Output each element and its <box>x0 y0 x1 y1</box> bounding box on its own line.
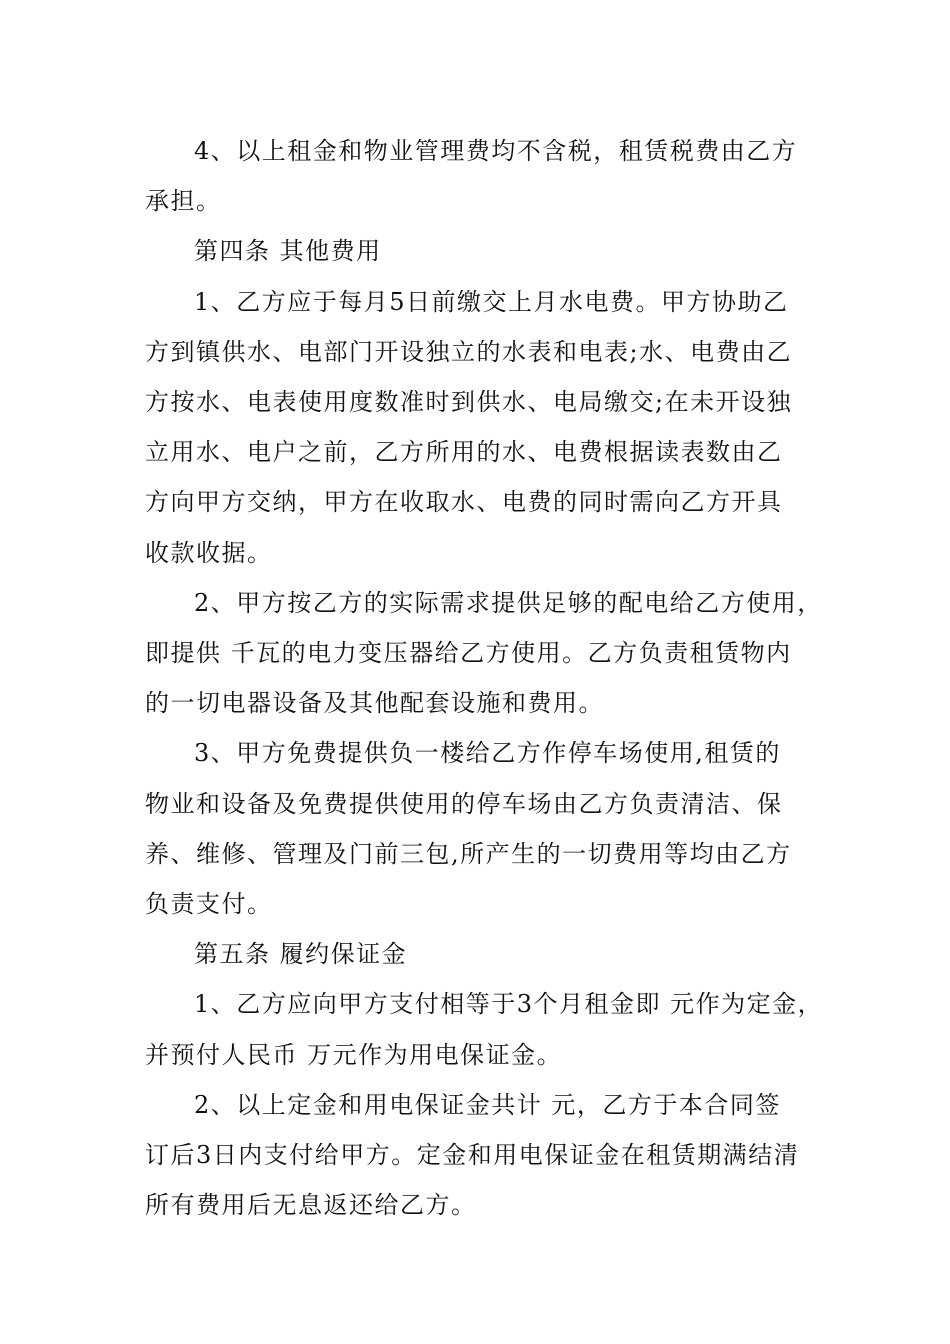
text-line: 所有费用后无息返还给乙方。 <box>145 1191 477 1220</box>
text-line: 3、甲方免费提供负一楼给乙方作停车场使用,租赁的 <box>194 739 781 768</box>
text-line: 方按水、电表使用度数准时到供水、电局缴交;在未开设独 <box>145 388 793 417</box>
text-line: 承担。 <box>145 187 222 216</box>
text-line: 收款收据。 <box>145 538 273 567</box>
text-line: 方到镇供水、电部门开设独立的水表和电表;水、电费由乙 <box>145 337 793 366</box>
text-line: 2、以上定金和用电保证金共计 元，乙方于本合同签 <box>194 1090 781 1119</box>
text-line: 1、乙方应于每月5日前缴交上月水电费。甲方协助乙 <box>194 287 789 316</box>
text-line: 2、甲方按乙方的实际需求提供足够的配电给乙方使用， <box>194 588 823 617</box>
text-line: 物业和设备及免费提供使用的停车场由乙方负责清洁、保 <box>145 789 783 818</box>
section-heading: 第五条 履约保证金 <box>194 940 408 969</box>
text-line: 订后3日内支付给甲方。定金和用电保证金在租赁期满结清 <box>145 1141 800 1170</box>
section-heading: 第四条 其他费用 <box>194 237 382 266</box>
text-line: 的一切电器设备及其他配套设施和费用。 <box>145 689 604 718</box>
text-line: 养、维修、管理及门前三包,所产生的一切费用等均由乙方 <box>145 839 792 868</box>
text-line: 1、乙方应向甲方支付相等于3个月租金即 元作为定金， <box>194 990 824 1019</box>
text-line: 即提供 千瓦的电力变压器给乙方使用。乙方负责租赁物内 <box>145 639 792 668</box>
text-line: 负责支付。 <box>145 890 273 919</box>
text-line: 4、以上租金和物业管理费均不含税，租赁税费由乙方 <box>194 137 798 165</box>
text-line: 立用水、电户之前，乙方所用的水、电费根据读表数由乙 <box>145 438 783 467</box>
text-line: 并预付人民币 万元作为用电保证金。 <box>145 1040 563 1069</box>
document-page <box>145 126 824 1230</box>
text-line: 方向甲方交纳，甲方在收取水、电费的同时需向乙方开具 <box>145 488 783 517</box>
